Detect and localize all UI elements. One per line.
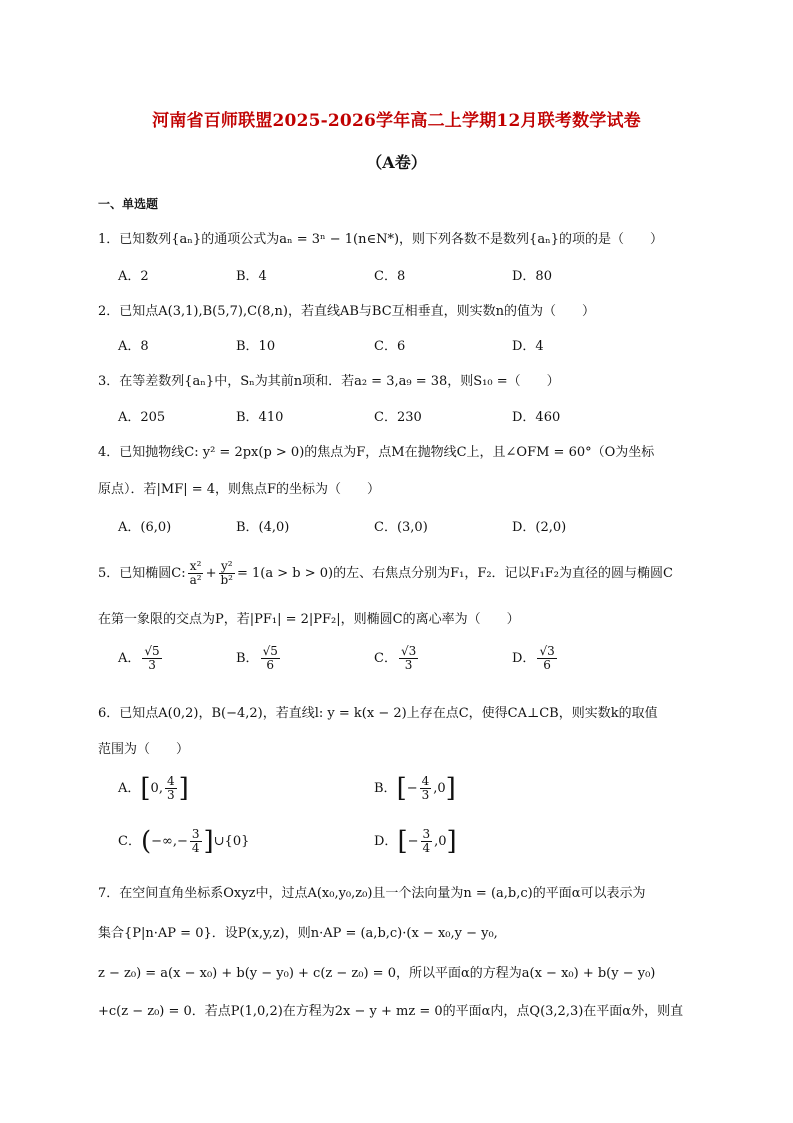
question-1-option-b: B．4 <box>236 269 267 284</box>
fraction-y2-b2: $\frac{\text{y²}}{\text{b²}}$ <box>220 559 233 587</box>
question-4-option-d: D．(2,0) <box>512 520 567 535</box>
question-6-text-line-1: 6．已知点A(0,2)，B(−4,2)，若直线l: y = k(x − 2)上存在点C，使得CA⊥CB，则实数k的取值 <box>98 706 658 721</box>
question-5-option-c: C． $\frac{√3}{3}$ <box>374 644 417 672</box>
question-7-text-line-1: 7．在空间直角坐标系Oxyz中，过点A(x₀,y₀,z₀)且一个法向量为n = (a,b,c)的平面α可以表示为 <box>98 886 646 901</box>
question-4-option-c: C．(3,0) <box>374 520 428 535</box>
question-4-text-line-2: 原点）．若|MF| = 4，则焦点F的坐标为（ ） <box>98 482 381 497</box>
question-2-option-b: B．10 <box>236 339 276 354</box>
question-7-text-line-4: +c(z − z₀) = 0．若点P(1,0,2)在方程为2x − y + mz = 0的平面α内，点Q(3,2,3)在平面α外，则直 <box>98 1004 684 1019</box>
question-3-text: 3．在等差数列{aₙ}中，Sₙ为其前n项和．若a₂ = 3,a₉ = 38，则S₁₀ =（ ） <box>98 374 560 389</box>
question-1-text: 1．已知数列{aₙ}的通项公式为aₙ = 3ⁿ − 1(n∈N*)，则下列各数不是数列{aₙ}的项的是（ ） <box>98 232 663 247</box>
question-2-option-c: C．6 <box>374 339 406 354</box>
section-heading: 一、单选题 <box>98 197 159 211</box>
question-5-text-line-2: 在第一象限的交点为P，若|PF₁| = 2|PF₂|，则椭圆C的离心率为（ ） <box>98 612 520 627</box>
question-3-option-d: D．460 <box>512 410 561 425</box>
question-7-text-line-2: 集合{P|n·AP = 0}．设P(x,y,z)，则n·AP = (a,b,c)·(x − x₀,y − y₀, <box>98 926 498 941</box>
question-1-option-a: A．2 <box>118 269 149 284</box>
exam-title: 河南省百师联盟2025-2026学年高二上学期12月联考数学试卷 <box>152 111 641 131</box>
exam-subtitle: （A卷） <box>366 153 427 172</box>
question-1-option-c: C．8 <box>374 269 406 284</box>
question-2-option-a: A．8 <box>118 339 149 354</box>
question-3-option-b: B．410 <box>236 410 284 425</box>
question-2-option-d: D．4 <box>512 339 544 354</box>
question-3-option-a: A．205 <box>118 410 166 425</box>
question-7-text-line-3: z − z₀) = a(x − x₀) + b(y − y₀) + c(z − z₀) = 0，所以平面α的方程为a(x − x₀) + b(y − y₀) <box>98 966 656 981</box>
question-5-option-b: B． $\frac{√5}{6}$ <box>236 644 278 672</box>
question-5-text-line-1: 5．已知椭圆C: $\frac{\text{x²}}{\text{a²}}$ + $\frac{\text{y²}}{\text{b²}}$ = 1(a > b > 0)的左、右焦点分别为F₁，F₂．记以F₁F₂为直径的圆与椭圆C <box>98 559 673 587</box>
question-6-option-c: C．(−∞,− $\frac{3}{4}$ ]∪{0} <box>118 826 250 857</box>
question-6-option-d: D．[− $\frac{3}{4}$ ,0] <box>374 826 457 857</box>
question-6-option-b: B．[− $\frac{4}{3}$ ,0] <box>374 773 456 804</box>
fraction-x2-a2: $\frac{\text{x²}}{\text{a²}}$ <box>189 559 202 587</box>
question-4-option-a: A．(6,0) <box>118 520 172 535</box>
question-4-text-line-1: 4．已知抛物线C: y² = 2px(p > 0)的焦点为F，点M在抛物线C上，且∠OFM = 60°（O为坐标 <box>98 445 655 460</box>
question-5-option-a: A． $\frac{√5}{3}$ <box>118 644 160 672</box>
question-2-text: 2．已知点A(3,1),B(5,7),C(8,n)，若直线AB与BC互相垂直，则实数n的值为（ ） <box>98 304 596 319</box>
question-1-option-d: D．80 <box>512 269 552 284</box>
question-6-option-a: A．[0, $\frac{4}{3}$ ] <box>118 773 189 804</box>
question-4-option-b: B．(4,0) <box>236 520 290 535</box>
question-6-text-line-2: 范围为（ ） <box>98 742 190 757</box>
question-5-option-d: D． $\frac{√3}{6}$ <box>512 644 555 672</box>
question-3-option-c: C．230 <box>374 410 422 425</box>
